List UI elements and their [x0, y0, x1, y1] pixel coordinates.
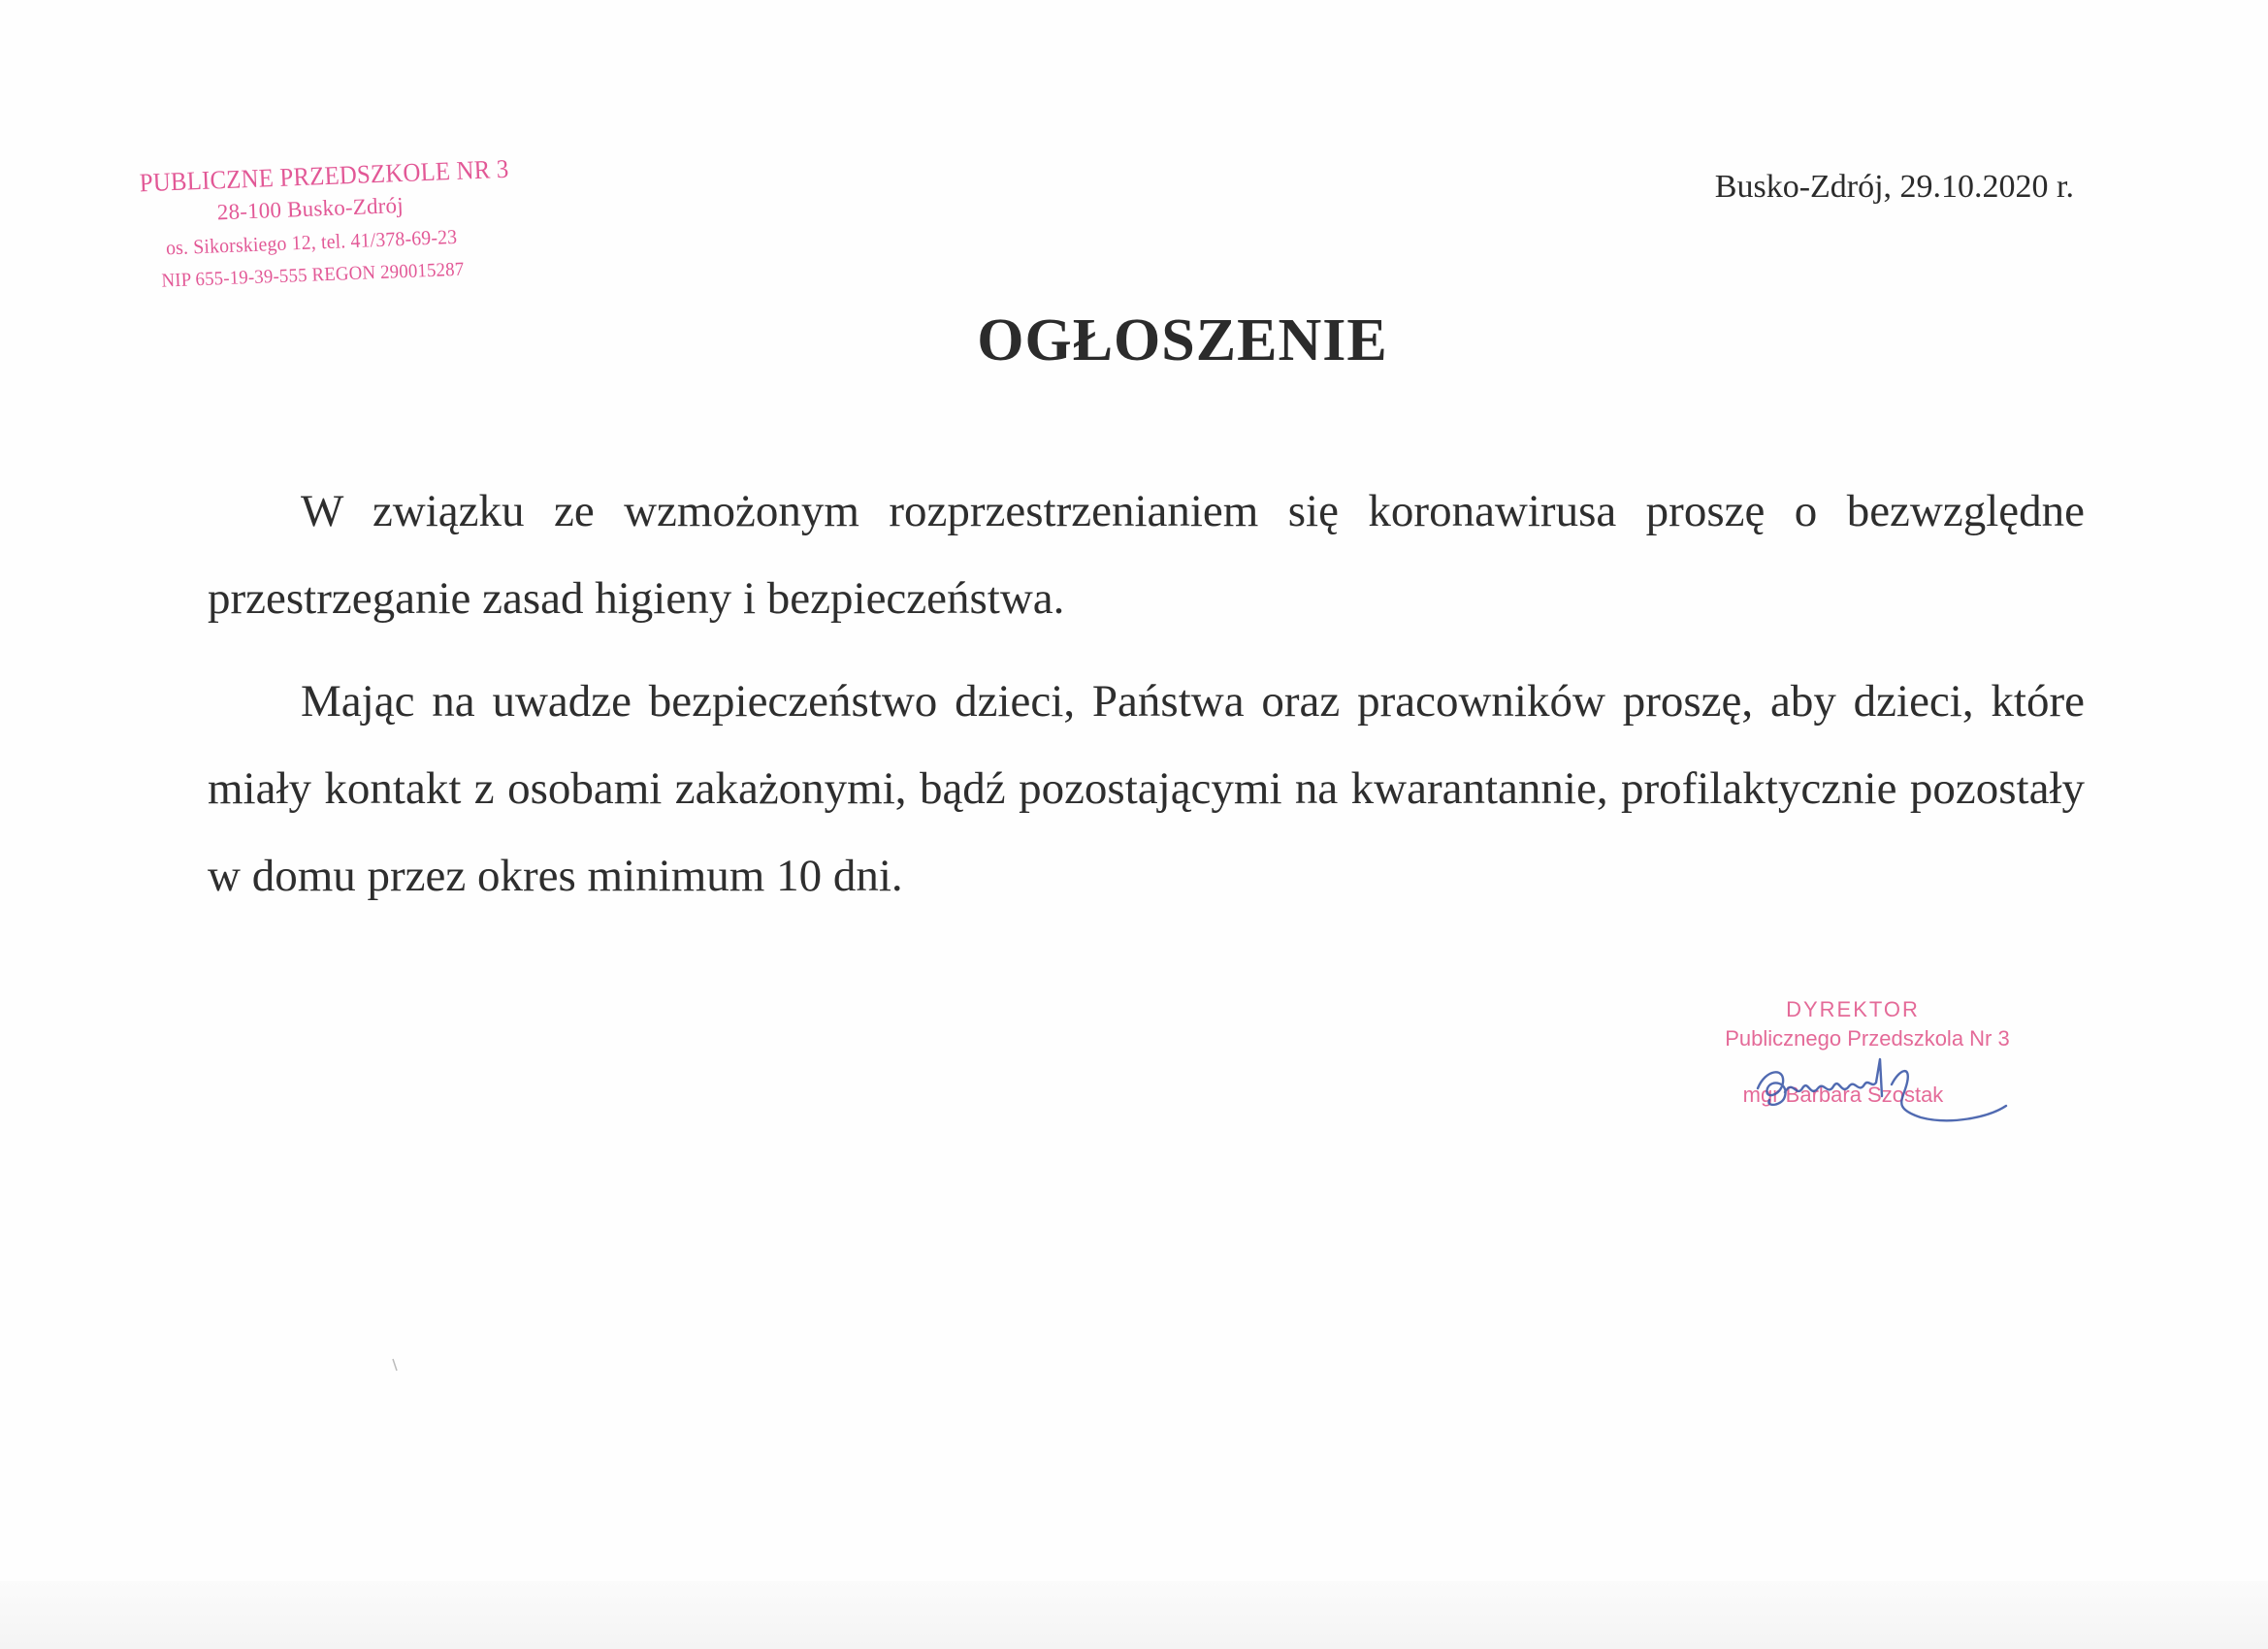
school-stamp-address: os. Sikorskiego 12, tel. 41/378-69-23: [165, 224, 458, 260]
document-title: OGŁOSZENIE: [977, 307, 1388, 373]
director-name: mgr Barbara Szostak: [1742, 1083, 1944, 1107]
school-stamp-city: 28-100 Busko-Zdrój: [216, 192, 405, 225]
director-role: DYREKTOR: [1786, 997, 1920, 1021]
paragraph-hygiene: W związku ze wzmożonym rozprzestrzenianiem się koronawirusa proszę o bezwzględne przestrzeganie zasad higieny i bezpieczeństwa.: [208, 486, 2085, 624]
director-institution: Publicznego Przedszkola Nr 3: [1725, 1026, 2010, 1051]
handwritten-signature-icon: [1746, 1050, 2008, 1137]
school-stamp-nip-regon: NIP 655-19-39-555 REGON 290015287: [161, 258, 465, 292]
paragraph-quarantine: Mając na uwadze bezpieczeństwo dzieci, Państwa oraz pracowników proszę, aby dzieci, które miały kontakt z osobami zakażonymi, bądź pozostającymi na kwarantannie, profilaktycznie pozostały w domu przez okres minimum 10 dni.: [208, 676, 2085, 901]
scan-bottom-edge: [0, 1581, 2268, 1649]
scan-speck-icon: [392, 1358, 398, 1372]
school-stamp: [124, 152, 509, 298]
school-stamp-name: PUBLICZNE PRZEDSZKOLE NR 3: [139, 153, 509, 198]
document-body: [208, 468, 2085, 935]
document-date: Busko-Zdrój, 29.10.2020 r.: [1714, 169, 2074, 205]
